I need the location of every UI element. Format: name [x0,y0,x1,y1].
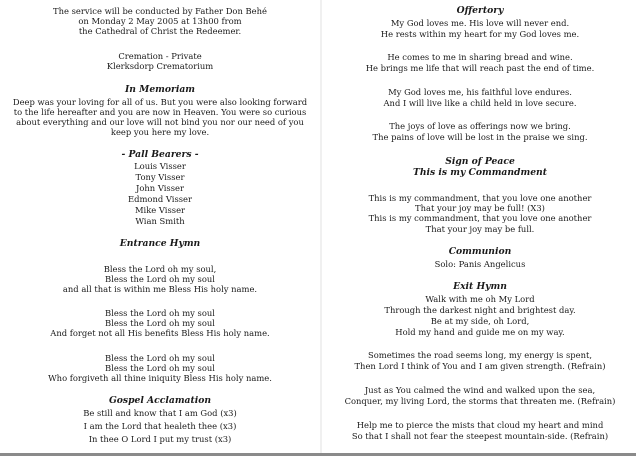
left-text-line: about everything and our love will not bind you nor our need of you [16,117,304,127]
left-text-line: and all that is within me Bless His holy name. [62,284,258,294]
right-text-line: He comes to me in sharing bread and wine. [387,52,573,62]
heading-exit-hymn: Exit Hymn [453,281,507,292]
left-text-line: I am the Lord that healeth thee (x3) [83,421,237,431]
left-text-line: keep you here my love. [110,127,210,137]
right-text-line: Walk with me oh My Lord [425,294,535,304]
left-text-line: Edmond Visser [127,194,192,204]
left-text-line: Wian Smith [135,216,185,226]
left-text-line: Mike Visser [134,205,186,215]
left-text-line: Louis Visser [134,161,186,171]
heading-this-is-my-commandment: This is my Commandment [413,167,547,178]
left-text-line: Who forgiveth all thine iniquity Bless His holy name. [48,373,272,383]
heading-entrance-hymn: Entrance Hymn [119,238,201,249]
heading-gospel-acclamation: Gospel Acclamation [108,395,212,406]
right-text-line: That your joy may be full! (X3) [415,203,545,213]
page-fold-divider [320,0,322,456]
right-text-line: Hold my hand and guide me on my way. [395,327,565,337]
left-text-line: In thee O Lord I put my trust (x3) [88,434,232,444]
right-text-line: My God loves me, his faithful love endures. [388,87,572,97]
right-text-line: Solo: Panis Angelicus [434,259,526,269]
left-text-line: Tony Visser [135,172,185,182]
right-text-line: Just as You calmed the wind and walked upon the sea, [364,385,596,395]
right-text-line: So that I shall not fear the steepest mountain-side. (Refrain) [351,431,609,441]
right-text-line: And I will live like a child held in love secure. [383,98,577,108]
right-text-line: He brings me life that will reach past the end of time. [365,63,595,73]
heading-in-memoriam: In Memoriam [124,84,196,95]
left-text-line: Cremation - Private [118,51,202,61]
left-text-line: And forget not all His benefits Bless His holy name. [50,328,270,338]
left-text-line: the Cathedral of Christ the Redeemer. [78,26,242,36]
left-text-line: Bless the Lord oh my soul [105,308,215,318]
heading-offertory: Offertory [456,5,504,16]
left-text-line: Bless the Lord oh my soul [105,353,215,363]
heading-sign-of-peace: Sign of Peace [445,156,515,167]
left-text-line: Bless the Lord oh my soul, [103,264,217,274]
right-text-line: The joys of love as offerings now we bring. [389,121,571,131]
left-text-line: Bless the Lord oh my soul [105,318,215,328]
left-text-line: on Monday 2 May 2005 at 13h00 from [78,16,242,26]
heading-pall-bearers: - Pall Bearers - [121,149,199,160]
right-text-line: Conquer, my living Lord, the storms that threaten me. (Refrain) [344,396,616,406]
right-text-line: Help me to pierce the mists that cloud my heart and mind [356,420,604,430]
left-text-line: John Visser [136,183,184,193]
left-text-line: The service will be conducted by Father Don Behé [53,6,267,16]
heading-communion: Communion [448,246,512,257]
right-text-line: Then Lord I think of You and I am given strength. (Refrain) [354,361,606,371]
left-text-line: Be still and know that I am God (x3) [83,408,237,418]
right-text-line: That your joy may be full. [425,224,535,234]
right-text-line: Be at my side, oh Lord, [430,316,530,326]
left-text-line: Bless the Lord oh my soul [105,274,215,284]
right-text-line: My God loves me. His love will never end. [390,18,570,28]
right-text-line: Through the darkest night and brightest day. [384,305,576,315]
right-text-line: This is my commandment, that you love one another [368,193,592,203]
left-text-line: Bless the Lord oh my soul [105,363,215,373]
left-text-line: to the life hereafter and you are now in Heaven. You were so curious [13,107,307,117]
right-text-line: Sometimes the road seems long, my energy is spent, [367,350,592,360]
right-text-line: He rests within my heart for my God loves me. [380,29,580,39]
left-text-line: Klerksdorp Crematorium [106,61,214,71]
right-text-line: The pains of love will be lost in the praise we sing. [372,132,588,142]
right-text-line: This is my commandment, that you love one another [368,213,592,223]
left-text-line: Deep was your loving for all of us. But you were also looking forward [12,97,308,107]
